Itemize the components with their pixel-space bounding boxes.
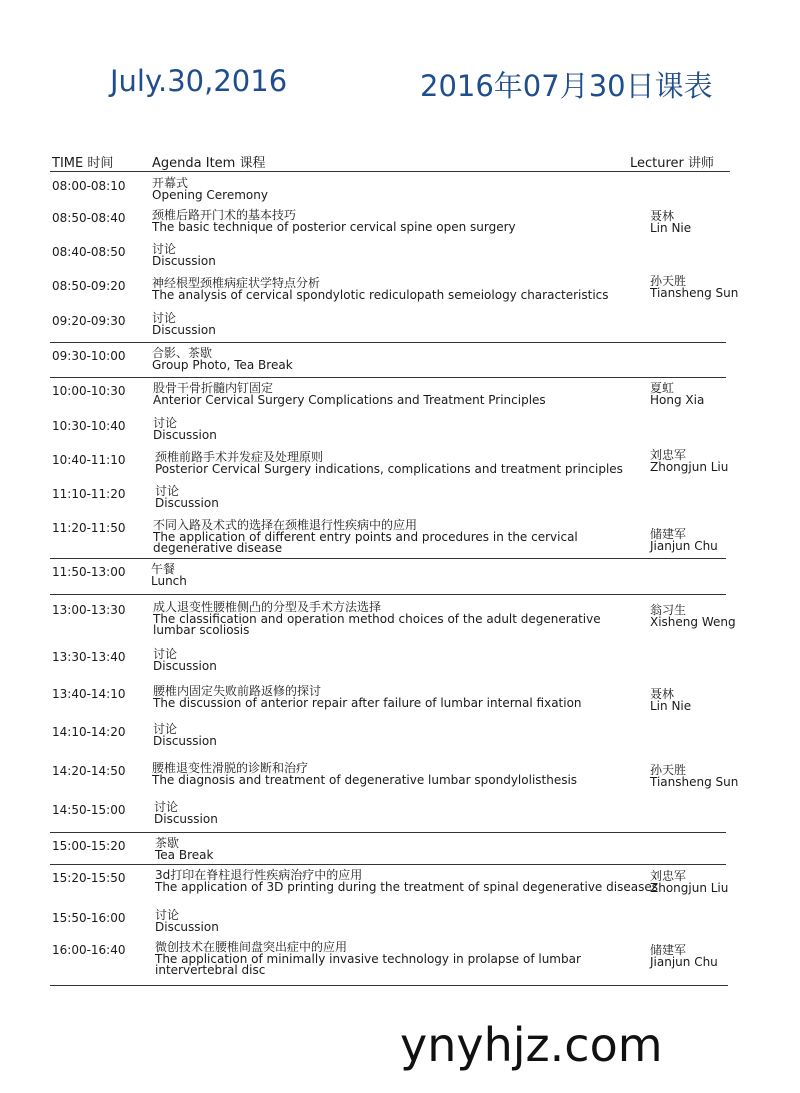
row-divider — [50, 171, 730, 172]
agenda-item — [152, 178, 268, 201]
agenda-title-en: Discussion — [153, 658, 217, 673]
agenda-title-cn: 讨论 — [153, 416, 178, 430]
session-time: 09:30-10:00 — [52, 349, 126, 363]
agenda-title-en: The application of minimally invasive technology in prolapse of lumbar — [155, 951, 581, 966]
agenda-item — [154, 802, 218, 825]
agenda-item — [153, 383, 546, 406]
agenda-title-cn: 讨论 — [155, 484, 180, 498]
agenda-title-cn: 讨论 — [153, 722, 178, 736]
agenda-title-en: Discussion — [153, 427, 217, 442]
agenda-title-cn: 合影、茶歇 — [152, 346, 213, 360]
row-divider — [50, 832, 726, 833]
agenda-title-cn: 颈椎后路开门术的基本技巧 — [152, 208, 297, 222]
watermark-text: ynyhjz.com — [400, 1018, 663, 1072]
row-divider — [50, 864, 726, 865]
agenda-item — [152, 278, 609, 301]
agenda-title-cn: 讨论 — [155, 908, 180, 922]
lecturer-name-en: Jianjun Chu — [650, 955, 718, 969]
agenda-item — [155, 452, 623, 475]
session-time: 15:50-16:00 — [52, 911, 126, 925]
agenda-title-cn: 微创技术在腰椎间盘突出症中的应用 — [155, 940, 348, 954]
agenda-title-en: Tea Break — [155, 847, 214, 862]
column-header-agenda: Agenda Item 课程 — [152, 156, 266, 171]
row-divider — [50, 594, 726, 595]
agenda-title-en: The discussion of anterior repair after failure of lumbar internal fixation — [153, 695, 582, 710]
agenda-item — [151, 564, 187, 587]
agenda-title-cn: 茶歇 — [155, 836, 180, 850]
session-time: 14:10-14:20 — [52, 725, 126, 739]
session-time: 09:20-09:30 — [52, 314, 126, 328]
lecturer-name-cn: 翁习生 — [650, 603, 687, 617]
agenda-title-cn: 神经根型颈椎病症状学特点分析 — [152, 276, 321, 290]
agenda-title-en: The basic technique of posterior cervical spine open surgery — [152, 219, 516, 234]
agenda-title-cn: 3d打印在脊柱退行性疾病治疗中的应用 — [155, 868, 363, 882]
row-divider — [50, 558, 726, 559]
lecturer-name-cn: 刘忠军 — [650, 448, 687, 462]
agenda-title-en: Group Photo, Tea Break — [152, 357, 293, 372]
agenda-item — [152, 313, 216, 336]
session-time: 11:50-13:00 — [52, 565, 126, 579]
agenda-title-cn: 不同入路及术式的选择在颈椎退行性疾病中的应用 — [153, 518, 418, 532]
date-title-en: July.30,2016 — [110, 64, 288, 98]
agenda-item — [155, 910, 219, 933]
session-time: 15:00-15:20 — [52, 839, 126, 853]
agenda-title-cn: 开幕式 — [152, 176, 189, 190]
session-time: 14:50-15:00 — [52, 803, 126, 817]
column-header-lecturer: Lecturer 讲师 — [630, 156, 715, 171]
agenda-item — [155, 838, 213, 861]
agenda-title-en: Discussion — [155, 495, 219, 510]
agenda-title-cn: 股骨干骨折髓内钉固定 — [153, 381, 274, 395]
lecturer-name-en: Lin Nie — [650, 699, 692, 713]
row-divider — [50, 377, 726, 378]
agenda-title-cn: 腰椎内固定失败前路返修的探讨 — [153, 684, 322, 698]
session-time: 11:20-11:50 — [52, 521, 126, 535]
session-time: 13:40-14:10 — [52, 687, 126, 701]
agenda-title-en: Discussion — [155, 919, 219, 934]
agenda-title-en: Lunch — [151, 573, 187, 588]
agenda-title-en: Discussion — [152, 253, 216, 268]
lecturer-name-en: Zhongjun Liu — [650, 460, 729, 474]
session-time: 13:00-13:30 — [52, 603, 126, 617]
session-time: 14:20-14:50 — [52, 764, 126, 778]
agenda-item — [153, 724, 217, 747]
agenda-item — [155, 486, 219, 509]
agenda-title-en: degenerative disease — [153, 541, 283, 555]
lecturer — [650, 449, 728, 473]
lecturer — [650, 382, 704, 406]
agenda-title-en: Discussion — [154, 811, 218, 826]
lecturer — [650, 870, 728, 894]
lecturer-name-en: Tiansheng Sun — [650, 775, 739, 789]
agenda-title-en: The diagnosis and treatment of degenerative lumbar spondylolisthesis — [152, 772, 578, 787]
agenda-item — [155, 942, 581, 977]
row-divider — [50, 985, 728, 986]
lecturer — [650, 688, 691, 712]
lecturer — [650, 528, 718, 552]
agenda-title-en: Anterior Cervical Surgery Complications and Treatment Principles — [153, 392, 546, 407]
agenda-title-cn: 午餐 — [151, 562, 176, 576]
lecturer-name-cn: 储建军 — [650, 527, 687, 541]
session-time: 10:00-10:30 — [52, 384, 126, 398]
lecturer-name-en: Xisheng Weng — [650, 615, 736, 629]
session-time: 08:50-09:20 — [52, 279, 126, 293]
session-time: 13:30-13:40 — [52, 650, 126, 664]
agenda-title-cn: 成人退变性腰椎侧凸的分型及手术方法选择 — [153, 600, 382, 614]
agenda-item — [153, 602, 601, 637]
lecturer-name-en: Hong Xia — [650, 393, 705, 407]
lecturer-name-cn: 孙天胜 — [650, 274, 687, 288]
agenda-title-cn: 讨论 — [154, 800, 179, 814]
agenda-title-en: Discussion — [153, 733, 217, 748]
lecturer-name-cn: 孙天胜 — [650, 763, 687, 777]
row-divider — [50, 342, 726, 343]
agenda-title-en: The application of different entry points and procedures in the cervical — [153, 529, 578, 544]
session-time: 10:40-11:10 — [52, 453, 126, 467]
agenda-title-cn: 讨论 — [152, 242, 177, 256]
lecturer-name-cn: 储建军 — [650, 943, 687, 957]
agenda-title-en: intervertebral disc — [155, 963, 266, 977]
agenda-item — [152, 348, 293, 371]
agenda-title-en: The application of 3D printing during the treatment of spinal degenerative diseases — [155, 879, 658, 894]
lecturer — [650, 275, 738, 299]
agenda-title-en: Discussion — [152, 322, 216, 337]
lecturer-name-cn: 夏虹 — [650, 381, 675, 395]
lecturer-name-en: Jianjun Chu — [650, 539, 718, 553]
agenda-item — [153, 418, 217, 441]
agenda-title-en: The classification and operation method choices of the adult degenerative — [153, 611, 601, 626]
session-time: 10:30-10:40 — [52, 419, 126, 433]
lecturer-name-cn: 聂林 — [650, 209, 675, 223]
lecturer-name-cn: 刘忠军 — [650, 869, 687, 883]
agenda-title-cn: 讨论 — [153, 647, 178, 661]
date-title-cn: 2016年07月30日课表 — [420, 69, 713, 103]
agenda-item — [153, 649, 217, 672]
session-time: 16:00-16:40 — [52, 943, 126, 957]
lecturer — [650, 944, 718, 968]
agenda-item — [152, 210, 516, 233]
lecturer — [650, 210, 691, 234]
session-time: 08:40-08:50 — [52, 245, 126, 259]
agenda-title-en: Posterior Cervical Surgery indications, complications and treatment principles — [155, 461, 623, 476]
agenda-item — [155, 870, 658, 893]
agenda-title-cn: 讨论 — [152, 311, 177, 325]
lecturer — [650, 764, 738, 788]
agenda-title-cn: 腰椎退变性滑脱的诊断和治疗 — [152, 761, 309, 775]
agenda-title-cn: 颈椎前路手术并发症及处理原则 — [155, 450, 324, 464]
lecturer-name-en: Zhongjun Liu — [650, 881, 729, 895]
agenda-item — [153, 686, 582, 709]
agenda-title-en: The analysis of cervical spondylotic rediculopath semeiology characteristics — [152, 287, 609, 302]
agenda-title-en: lumbar scoliosis — [153, 623, 250, 637]
session-time: 15:20-15:50 — [52, 871, 126, 885]
agenda-item — [152, 763, 577, 786]
agenda-item — [153, 520, 578, 555]
lecturer-name-cn: 聂林 — [650, 687, 675, 701]
agenda-title-en: Opening Ceremony — [152, 187, 268, 202]
agenda-item — [152, 244, 216, 267]
column-header-time: TIME 时间 — [52, 156, 114, 171]
lecturer-name-en: Tiansheng Sun — [650, 286, 739, 300]
lecturer — [650, 604, 736, 628]
session-time: 08:50-08:40 — [52, 211, 126, 225]
session-time: 11:10-11:20 — [52, 487, 126, 501]
lecturer-name-en: Lin Nie — [650, 221, 692, 235]
session-time: 08:00-08:10 — [52, 179, 126, 193]
